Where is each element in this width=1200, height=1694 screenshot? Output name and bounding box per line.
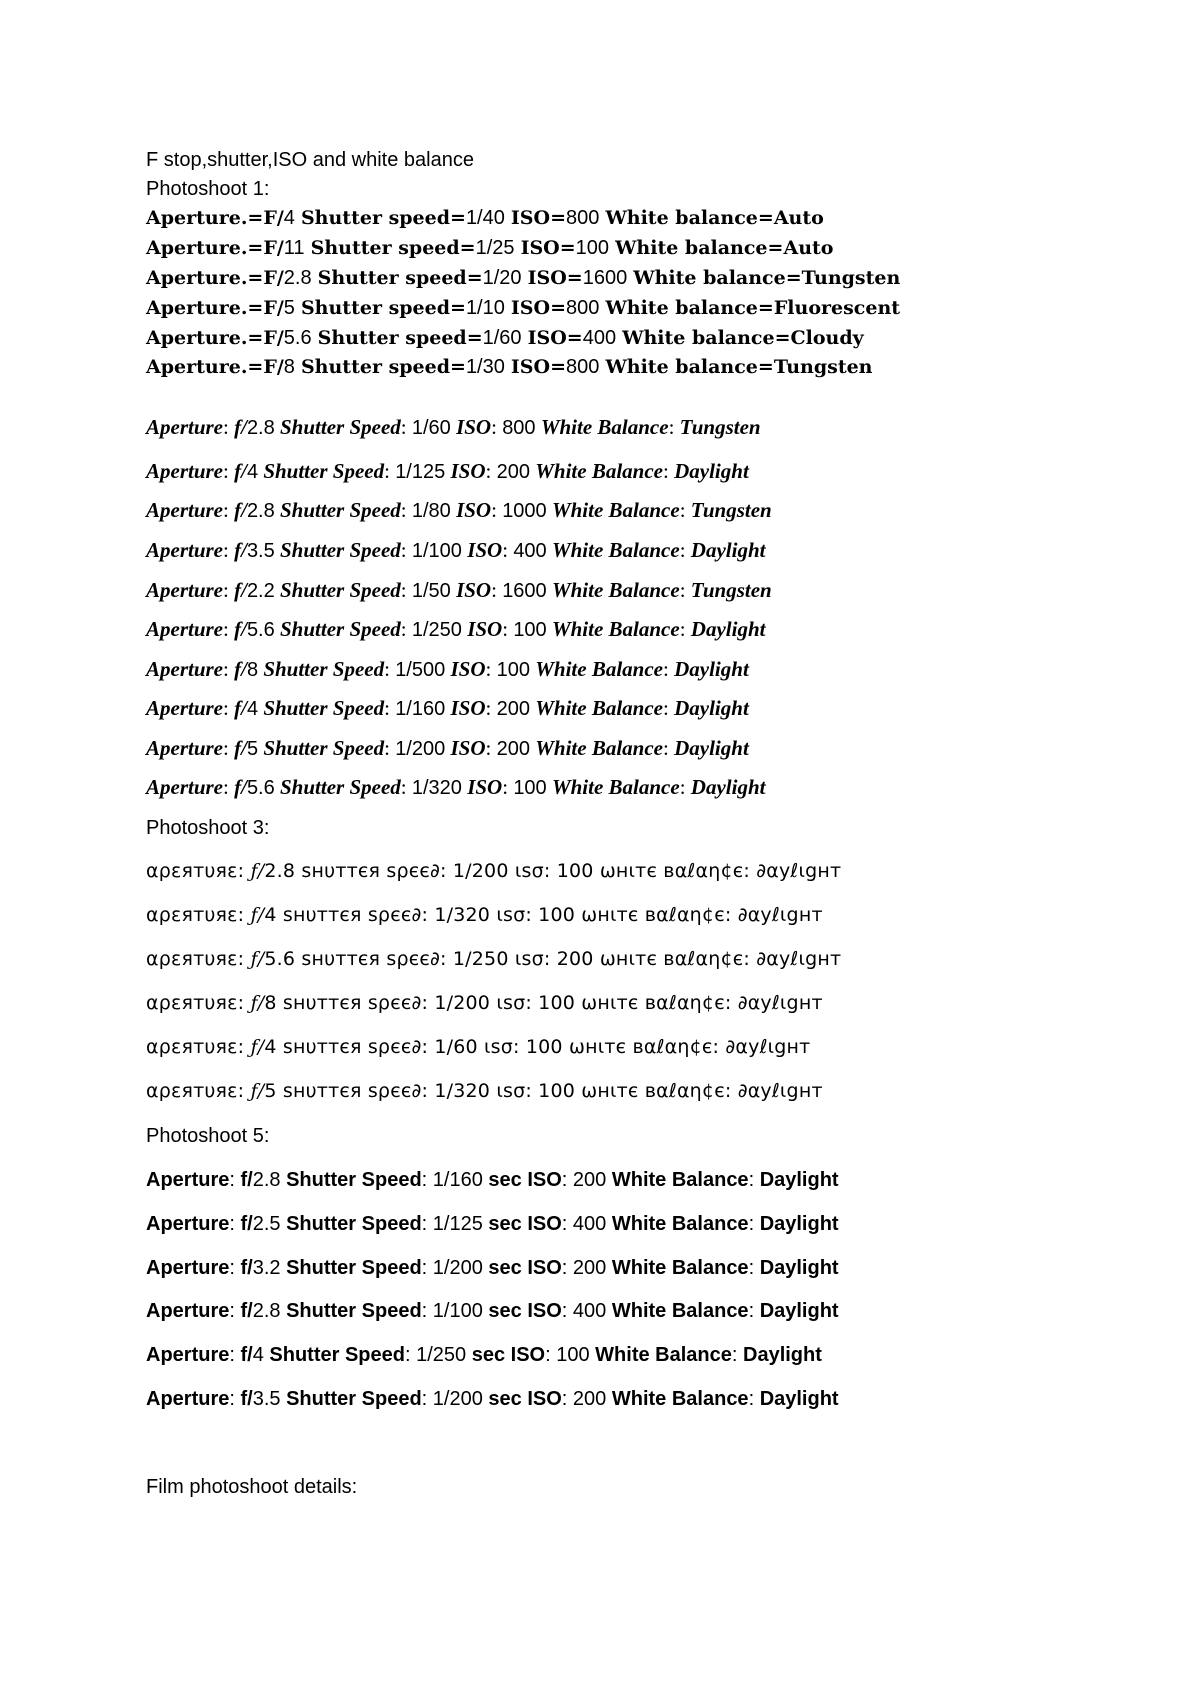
shoot2-row: Aperture: f/3.5 Shutter Speed: 1/100 ISO: 400 White Balance: Daylight (146, 538, 766, 562)
shoot2-row: Aperture: f/2.2 Shutter Speed: 1/50 ISO: 1600 White Balance: Tungsten (146, 578, 772, 602)
photoshoot-3-heading: Photoshoot 3: (146, 817, 270, 839)
shoot2-row: Aperture: f/5 Shutter Speed: 1/200 ISO: 200 White Balance: Daylight (146, 736, 749, 760)
shoot1-row: Aperture.=F/11 Shutter speed=1/25 ISO=100 White balance=Auto (146, 237, 834, 259)
shoot2-row: Aperture: f/2.8 Shutter Speed: 1/60 ISO: 800 White Balance: Tungsten (146, 415, 761, 439)
shoot3-row: αρεятυяε: ƒ/5.6 ѕнυттєя ѕρєє∂: 1/250 ιѕσ: 200 ωнιтє вαℓαη¢є: ∂αуℓιgнт (146, 948, 842, 970)
shoot2-row: Aperture: f/5.6 Shutter Speed: 1/320 ISO: 100 White Balance: Daylight (146, 775, 766, 799)
shoot3-row: αρεятυяε: ƒ/5 ѕнυттєя ѕρєє∂: 1/320 ιѕσ: 100 ωнιтє вαℓαη¢є: ∂αуℓιgнт (146, 1080, 823, 1102)
shoot5-row: Aperture: f/3.5 Shutter Speed: 1/200 sec ISO: 200 White Balance: Daylight (146, 1388, 839, 1410)
shoot2-row: Aperture: f/8 Shutter Speed: 1/500 ISO: 100 White Balance: Daylight (146, 657, 749, 681)
shoot5-row: Aperture: f/2.8 Shutter Speed: 1/160 sec ISO: 200 White Balance: Daylight (146, 1169, 839, 1191)
photoshoot-5-heading: Photoshoot 5: (146, 1125, 270, 1147)
shoot3-row: αρεятυяε: ƒ/4 ѕнυттєя ѕρєє∂: 1/60 ιѕσ: 100 ωнιтє вαℓαη¢є: ∂αуℓιgнт (146, 1036, 811, 1058)
film-photoshoot-heading: Film photoshoot details: (146, 1476, 358, 1498)
shoot1-row: Aperture.=F/5 Shutter speed=1/10 ISO=800 White balance=Fluorescent (146, 297, 901, 319)
shoot2-row: Aperture: f/2.8 Shutter Speed: 1/80 ISO: 1000 White Balance: Tungsten (146, 498, 772, 522)
shoot2-row: Aperture: f/5.6 Shutter Speed: 1/250 ISO: 100 White Balance: Daylight (146, 617, 766, 641)
shoot1-row: Aperture.=F/5.6 Shutter speed=1/60 ISO=400 White balance=Cloudy (146, 327, 864, 349)
shoot5-row: Aperture: f/2.8 Shutter Speed: 1/100 sec ISO: 400 White Balance: Daylight (146, 1300, 839, 1322)
shoot3-row: αρεятυяε: ƒ/8 ѕнυттєя ѕρєє∂: 1/200 ιѕσ: 100 ωнιтє вαℓαη¢є: ∂αуℓιgнт (146, 992, 823, 1014)
shoot5-row: Aperture: f/2.5 Shutter Speed: 1/125 sec ISO: 400 White Balance: Daylight (146, 1213, 839, 1235)
shoot3-row: αρεятυяε: ƒ/2.8 ѕнυттєя ѕρєє∂: 1/200 ιѕσ: 100 ωнιтє вαℓαη¢є: ∂αуℓιgнт (146, 860, 842, 882)
photoshoot-1-heading: Photoshoot 1: (146, 178, 270, 200)
shoot5-row: Aperture: f/3.2 Shutter Speed: 1/200 sec ISO: 200 White Balance: Daylight (146, 1257, 839, 1279)
shoot1-row: Aperture.=F/2.8 Shutter speed=1/20 ISO=1600 White balance=Tungsten (146, 267, 901, 289)
document-title: F stop,shutter,ISO and white balance (146, 149, 474, 171)
shoot2-row: Aperture: f/4 Shutter Speed: 1/160 ISO: 200 White Balance: Daylight (146, 696, 749, 720)
shoot5-row: Aperture: f/4 Shutter Speed: 1/250 sec ISO: 100 White Balance: Daylight (146, 1344, 822, 1366)
shoot3-row: αρεятυяε: ƒ/4 ѕнυттєя ѕρєє∂: 1/320 ιѕσ: 100 ωнιтє вαℓαη¢є: ∂αуℓιgнт (146, 904, 823, 926)
shoot1-row: Aperture.=F/4 Shutter speed=1/40 ISO=800 White balance=Auto (146, 207, 824, 229)
shoot1-row: Aperture.=F/8 Shutter speed=1/30 ISO=800 White balance=Tungsten (146, 356, 873, 378)
shoot2-row: Aperture: f/4 Shutter Speed: 1/125 ISO: 200 White Balance: Daylight (146, 459, 749, 483)
